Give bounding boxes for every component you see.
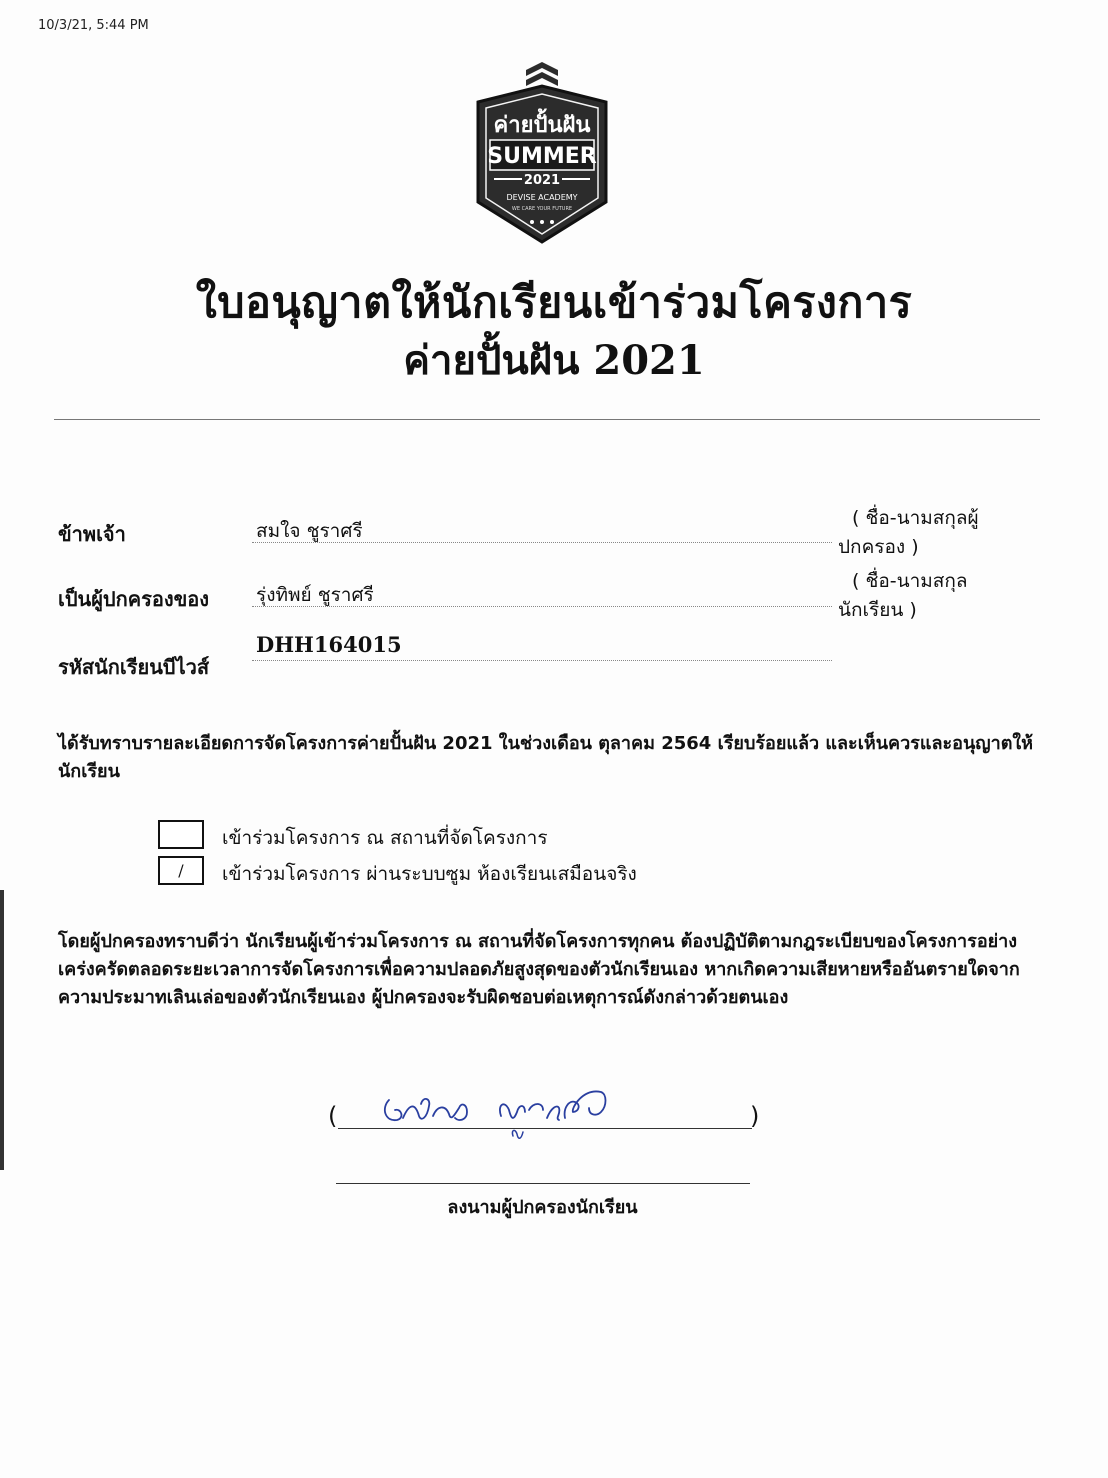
guardian-name-label: ข้าพเจ้า: [58, 522, 126, 546]
student-id-value: DHH164015: [256, 632, 402, 657]
handwritten-signature: [375, 1078, 635, 1150]
document-subtitle: [0, 328, 1108, 392]
scan-edge-shadow: [0, 890, 4, 1170]
print-timestamp: 10/3/21, 5:44 PM: [38, 18, 149, 33]
guardian-name-note-2: ปกครอง ): [838, 536, 919, 558]
online-checkbox[interactable]: /: [158, 856, 204, 885]
logo-year-text: 2021: [523, 173, 561, 188]
camp-logo: [468, 62, 616, 244]
acknowledgement-paragraph: ได้รับทราบรายละเอียดการจัดโครงการค่ายปั้นฝัน 2021 ในช่วงเดือน ตุลาคม 2564 เรียบร้อยแล้ว และเห็นควรและอนุญาตให้นักเรียน: [58, 733, 1034, 782]
onsite-option-label: เข้าร่วมโครงการ ณ สถานที่จัดโครงการ: [222, 827, 548, 849]
signature-paren-open: (: [328, 1102, 338, 1130]
student-name-note: ( ชื่อ-นามสกุล: [852, 570, 968, 592]
logo-thai-text: ค่ายปั้นฝัน: [493, 113, 591, 138]
document-title: ใบอนุญาตให้นักเรียนเข้าร่วมโครงการ: [195, 278, 913, 328]
student-id-line: [252, 660, 832, 661]
signature-paren-close: ): [750, 1102, 760, 1130]
chevron-icon: [526, 72, 558, 86]
student-id-label: รหัสนักเรียนบีไวส์: [58, 655, 210, 679]
student-name-label: เป็นผู้ปกครองของ: [58, 587, 210, 611]
signature-underline: [336, 1183, 750, 1184]
liability-paragraph: โดยผู้ปกครองทราบดีว่า นักเรียนผู้เข้าร่วมโครงการ ณ สถานที่จัดโครงการทุกคน ต้องปฏิบัติตามกฎระเบียบของโครงการอย่างเคร่งครัดตลอดระยะเวลาการจัดโครงการเพื่อความปลอดภัยสูงสุดของตัวนักเรียนเอง หากเกิดความเสียหายหรืออันตรายใดจากความประมาทเลินเล่อของตัวนักเรียนเอง ผู้ปกครองจะรับผิดชอบต่อเหตุการณ์ดังกล่าวด้วยตนเอง: [58, 931, 1020, 1008]
subtitle-camp-name: ค่ายปั้นฝัน: [403, 338, 580, 384]
onsite-checkbox[interactable]: [158, 820, 204, 849]
guardian-name-note: ( ชื่อ-นามสกุลผู้: [852, 507, 979, 529]
student-name-value: รุ่งทิพย์ ชูราศรี: [256, 584, 374, 606]
logo-tagline-text: WE CARE YOUR FUTURE: [511, 206, 573, 212]
guardian-name-value: สมใจ ชูราศรี: [256, 520, 363, 542]
subtitle-year: 2021: [593, 337, 705, 384]
student-name-line: [252, 606, 832, 607]
student-name-note-2: นักเรียน ): [838, 599, 917, 621]
logo-summer-text: SUMMER: [487, 144, 597, 169]
logo-academy-text: DEVISE ACADEMY: [506, 193, 578, 202]
online-option-label: เข้าร่วมโครงการ ผ่านระบบซูม ห้องเรียนเสมือนจริง: [222, 863, 637, 885]
guardian-name-line: [252, 542, 832, 543]
signature-caption: ลงนามผู้ปกครองนักเรียน: [447, 1197, 638, 1218]
title-divider: [54, 419, 1040, 420]
